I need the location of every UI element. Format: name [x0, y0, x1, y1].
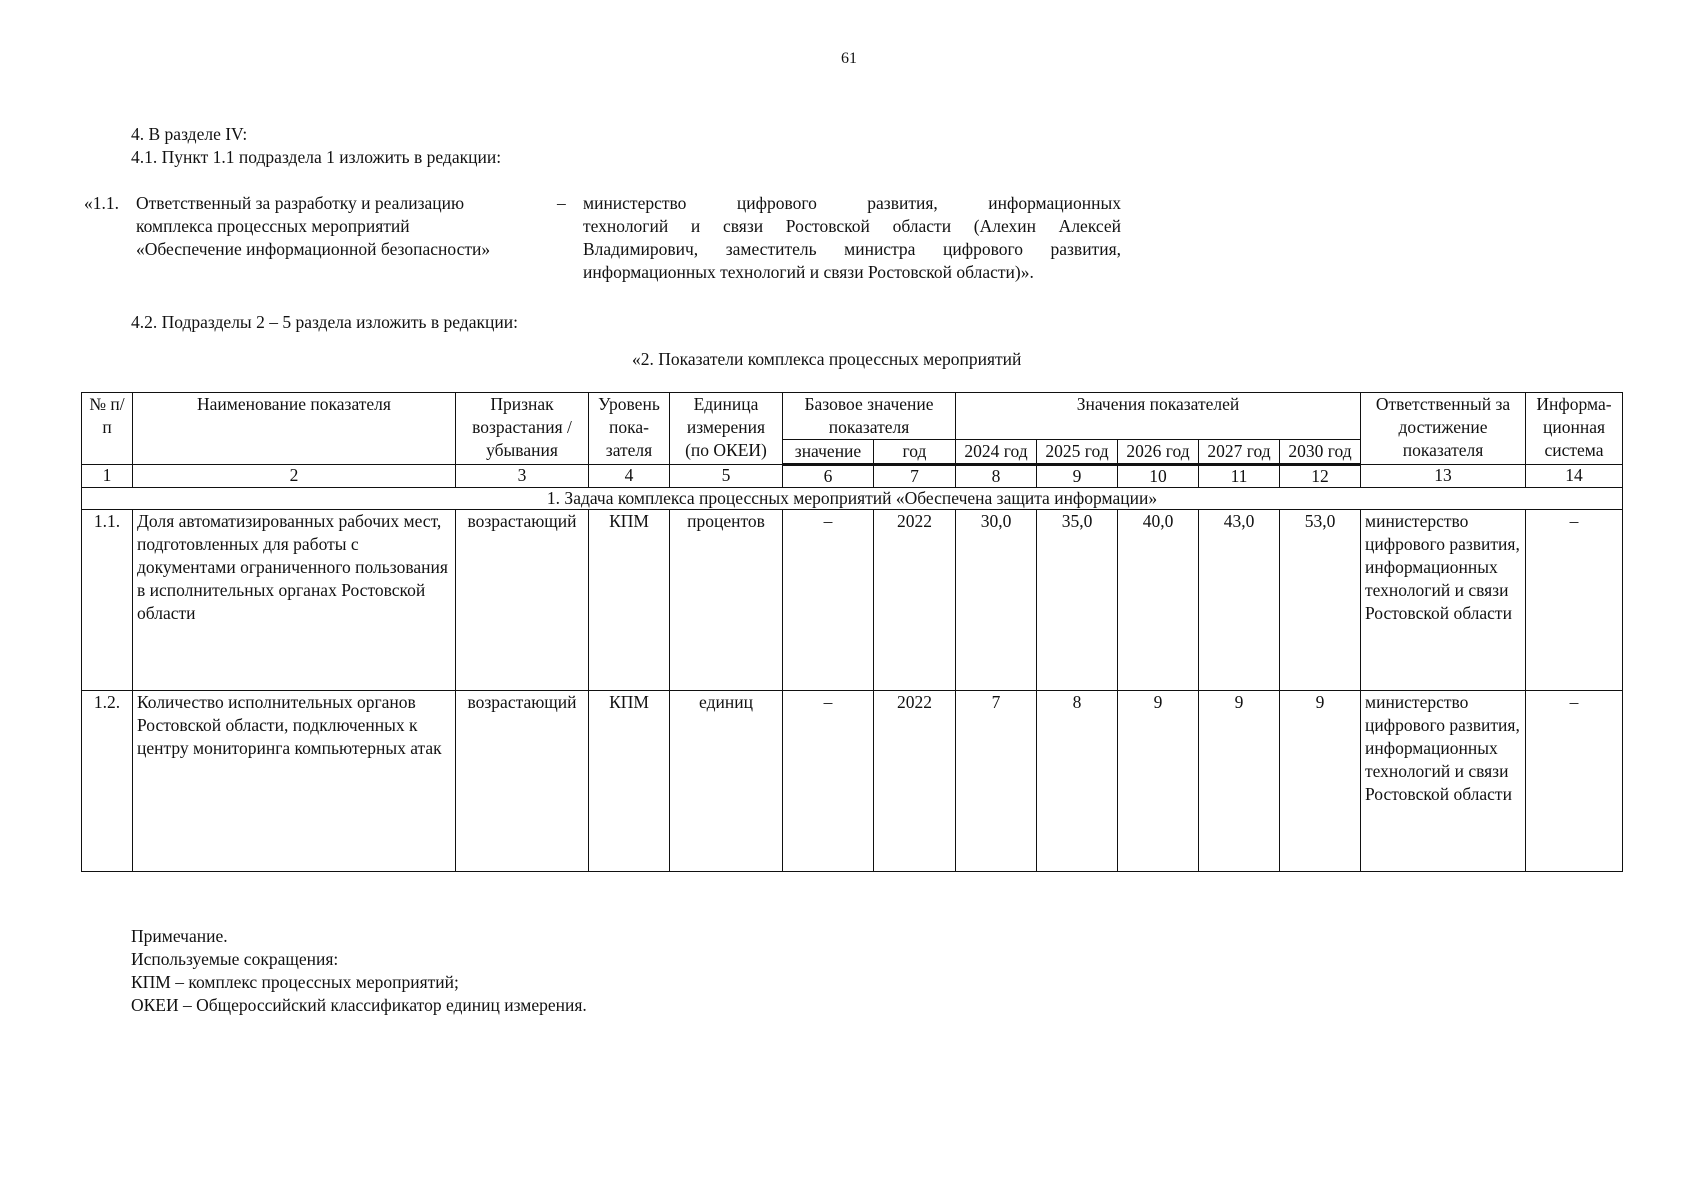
item-subject-line: Ответственный за разработку и реализацию — [136, 193, 465, 213]
header-base-value: значение — [783, 440, 874, 465]
row-unit: единиц — [670, 691, 783, 872]
row-trend: возрастающий — [456, 510, 589, 691]
row-responsible: министерство цифрового развития, информационных технологий и связи Ростовской области — [1361, 510, 1526, 691]
row-value-2030: 9 — [1280, 691, 1361, 872]
header-row — [82, 393, 1623, 440]
row-info-system: – — [1526, 510, 1623, 691]
notes — [131, 925, 587, 1017]
column-number: 14 — [1526, 465, 1623, 488]
intro-line-2: 4.1. Пункт 1.1 подраздела 1 изложить в редакции: — [131, 147, 502, 167]
row-base-value: – — [783, 691, 874, 872]
row-value-2030: 53,0 — [1280, 510, 1361, 691]
header-year-2027: 2027 год — [1199, 440, 1280, 465]
item-number: «1.1. — [84, 193, 119, 213]
row-num: 1.1. — [82, 510, 133, 691]
row-value-2027: 43,0 — [1199, 510, 1280, 691]
column-number: 13 — [1361, 465, 1526, 488]
row-responsible: министерство цифрового развития, информационных технологий и связи Ростовской области — [1361, 691, 1526, 872]
table-row — [82, 691, 1623, 872]
header-year-2024: 2024 год — [956, 440, 1037, 465]
header-unit: Единица измерения (по ОКЕИ) — [670, 393, 783, 465]
item-responsible-line: министерство цифрового развития, информационных — [583, 193, 1121, 213]
column-number: 4 — [589, 465, 670, 488]
header-values: Значения показателей — [956, 393, 1361, 440]
header-info-system: Информа-ционная система — [1526, 393, 1623, 465]
item-responsible-line: технологий и связи Ростовской области (Алехин Алексей — [583, 216, 1121, 236]
page-number: 61 — [841, 50, 857, 67]
row-value-2026: 9 — [1118, 691, 1199, 872]
column-number: 7 — [874, 465, 956, 488]
header-year-2026: 2026 год — [1118, 440, 1199, 465]
row-base-year: 2022 — [874, 510, 956, 691]
header-year-2025: 2025 год — [1037, 440, 1118, 465]
row-level: КПМ — [589, 691, 670, 872]
table-title: «2. Показатели комплекса процессных мероприятий — [632, 349, 1022, 369]
row-value-2025: 35,0 — [1037, 510, 1118, 691]
item-subject — [136, 192, 556, 261]
note-line: Используемые сокращения: — [131, 949, 339, 969]
column-number: 6 — [783, 465, 874, 488]
row-value-2024: 30,0 — [956, 510, 1037, 691]
task-row — [82, 488, 1623, 510]
column-number: 10 — [1118, 465, 1199, 488]
column-number: 8 — [956, 465, 1037, 488]
header-responsible: Ответственный за достижение показателя — [1361, 393, 1526, 465]
item-responsible-line: информационных технологий и связи Ростовской области)». — [583, 262, 1034, 282]
row-base-year: 2022 — [874, 691, 956, 872]
row-name: Доля автоматизированных рабочих мест, подготовленных для работы с документами ограниченного пользования в исполнительных органах Ростовской области — [133, 510, 456, 691]
row-value-2026: 40,0 — [1118, 510, 1199, 691]
row-value-2024: 7 — [956, 691, 1037, 872]
header-num: № п/п — [82, 393, 133, 465]
row-value-2027: 9 — [1199, 691, 1280, 872]
row-info-system: – — [1526, 691, 1623, 872]
subsection-line: 4.2. Подразделы 2 – 5 раздела изложить в редакции: — [131, 312, 518, 332]
header-base-year: год — [874, 440, 956, 465]
header-level: Уровень пока-зателя — [589, 393, 670, 465]
note-line: КПМ – комплекс процессных мероприятий; — [131, 972, 459, 992]
task-title: 1. Задача комплекса процессных мероприятий «Обеспечена защита информации» — [82, 488, 1623, 510]
column-number: 3 — [456, 465, 589, 488]
row-value-2025: 8 — [1037, 691, 1118, 872]
header-name: Наименование показателя — [133, 393, 456, 465]
row-base-value: – — [783, 510, 874, 691]
row-level: КПМ — [589, 510, 670, 691]
row-name: Количество исполнительных органов Ростовской области, подключенных к центру мониторинга компьютерных атак — [133, 691, 456, 872]
item-responsible — [583, 192, 1121, 284]
row-num: 1.2. — [82, 691, 133, 872]
row-trend: возрастающий — [456, 691, 589, 872]
item-subject-line: «Обеспечение информационной безопасности» — [136, 239, 491, 259]
column-number-row — [82, 465, 1623, 488]
note-line: ОКЕИ – Общероссийский классификатор единиц измерения. — [131, 995, 587, 1015]
column-number: 2 — [133, 465, 456, 488]
header-trend: Признак возрастания / убывания — [456, 393, 589, 465]
column-number: 1 — [82, 465, 133, 488]
column-number: 12 — [1280, 465, 1361, 488]
item-dash: – — [557, 193, 566, 213]
table-row — [82, 510, 1623, 691]
column-number: 9 — [1037, 465, 1118, 488]
indicators-table — [81, 392, 1623, 872]
column-number: 5 — [670, 465, 783, 488]
row-unit: процентов — [670, 510, 783, 691]
note-line: Примечание. — [131, 926, 228, 946]
header-base: Базовое значение показателя — [783, 393, 956, 440]
intro-line-1: 4. В разделе IV: — [131, 124, 248, 144]
item-responsible-line: Владимирович, заместитель министра цифрового развития, — [583, 239, 1121, 259]
header-year-2030: 2030 год — [1280, 440, 1361, 465]
item-subject-line: комплекса процессных мероприятий — [136, 216, 410, 236]
column-number: 11 — [1199, 465, 1280, 488]
